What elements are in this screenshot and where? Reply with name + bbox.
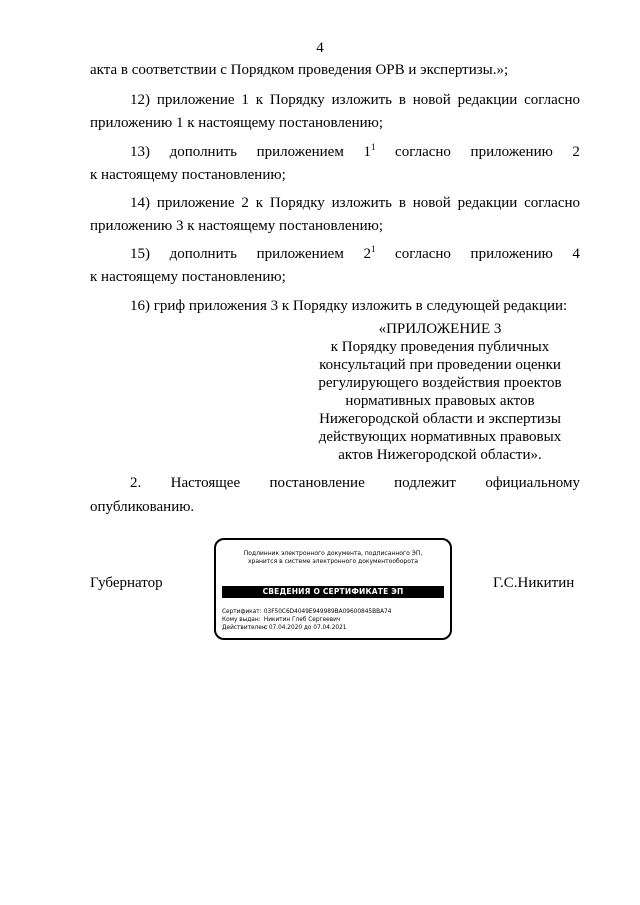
word: 13) [130, 144, 150, 160]
stamp-note-line: Подлинник электронного документа, подписанного ЭП, [243, 550, 423, 557]
appendix-line: действующих нормативных правовых [318, 429, 562, 445]
appendix-line: к Порядку проведения публичных [330, 339, 550, 355]
stamp-valid-row [222, 624, 391, 632]
page-number: 4 [316, 40, 324, 56]
paragraph-13-line-2: к настоящему постановлению; [90, 167, 286, 183]
word: согласно [395, 144, 451, 160]
stamp-issued-label: Кому выдан: [222, 617, 261, 623]
word: 15) [130, 246, 150, 262]
stamp-note [216, 550, 450, 566]
paragraph-15-line-2: к настоящему постановлению; [90, 269, 286, 285]
stamp-title: СВЕДЕНИЯ О СЕРТИФИКАТЕ ЭП [222, 586, 444, 598]
stamp-issued-value: Никитин Глеб Сергеевич [263, 617, 341, 623]
paragraph-13-line-1 [130, 142, 580, 162]
appendix-number [363, 142, 375, 162]
word: 2 [572, 144, 580, 160]
appendix-line: актов Нижегородской области». [338, 447, 542, 463]
word: дополнить [169, 144, 238, 160]
paragraph-12-line-1: 12) приложение 1 к Порядку изложить в новой редакции согласно [130, 92, 580, 108]
paragraph-15-line-1 [130, 244, 580, 264]
appendix-line: Нижегородской области и экспертизы [319, 411, 561, 427]
appendix-line: консультаций при проведении оценки [319, 357, 561, 373]
signatory-name: Г.С.Никитин [493, 575, 575, 591]
appendix-number [363, 244, 375, 264]
superscript: 1 [370, 244, 376, 254]
word: официальному [485, 475, 580, 491]
word: согласно [395, 246, 451, 262]
paragraph-2-line-2: опубликованию. [90, 499, 195, 515]
stamp-issued-row [222, 616, 391, 624]
electronic-signature-stamp [214, 538, 452, 640]
word: 2. [130, 475, 142, 491]
word: 1 [363, 144, 371, 160]
word: 2 [363, 246, 371, 262]
stamp-cert-label: Сертификат: [222, 609, 262, 615]
word: приложению [470, 144, 553, 160]
word: приложению [470, 246, 553, 262]
word: 4 [572, 246, 580, 262]
word: постановление [269, 475, 365, 491]
paragraph-12-line-2: приложению 1 к настоящему постановлению; [90, 115, 383, 131]
word: подлежит [394, 475, 456, 491]
paragraph-11-end: акта в соответствии с Порядком проведения ОРВ и экспертизы.»; [90, 62, 509, 78]
appendix-line: нормативных правовых актов [345, 393, 535, 409]
appendix-line: «ПРИЛОЖЕНИЕ 3 [378, 321, 502, 337]
appendix-header-block [290, 320, 590, 464]
appendix-line: регулирующего воздействия проектов [318, 375, 562, 391]
signatory-position: Губернатор [90, 575, 163, 591]
word: Настоящее [170, 475, 241, 491]
word: приложением [256, 144, 344, 160]
stamp-valid-value: с 07.04.2020 до 07.04.2021 [263, 625, 347, 631]
paragraph-14-line-1: 14) приложение 2 к Порядку изложить в новой редакции согласно [130, 195, 580, 211]
stamp-cert-row [222, 608, 391, 616]
stamp-details [222, 608, 391, 632]
stamp-note-line: хранится в системе электронного документооборота [247, 558, 419, 565]
paragraph-2-line-1 [130, 473, 580, 493]
paragraph-14-line-2: приложению 3 к настоящему постановлению; [90, 218, 383, 234]
stamp-cert-value: 03F50C6D4049E949989BA09600845BBA74 [263, 609, 392, 615]
stamp-valid-label: Действителен: [222, 625, 268, 631]
superscript: 1 [370, 142, 376, 152]
word: приложением [256, 246, 344, 262]
paragraph-16-line-1: 16) гриф приложения 3 к Порядку изложить в следующей редакции: [130, 298, 568, 314]
word: дополнить [169, 246, 238, 262]
